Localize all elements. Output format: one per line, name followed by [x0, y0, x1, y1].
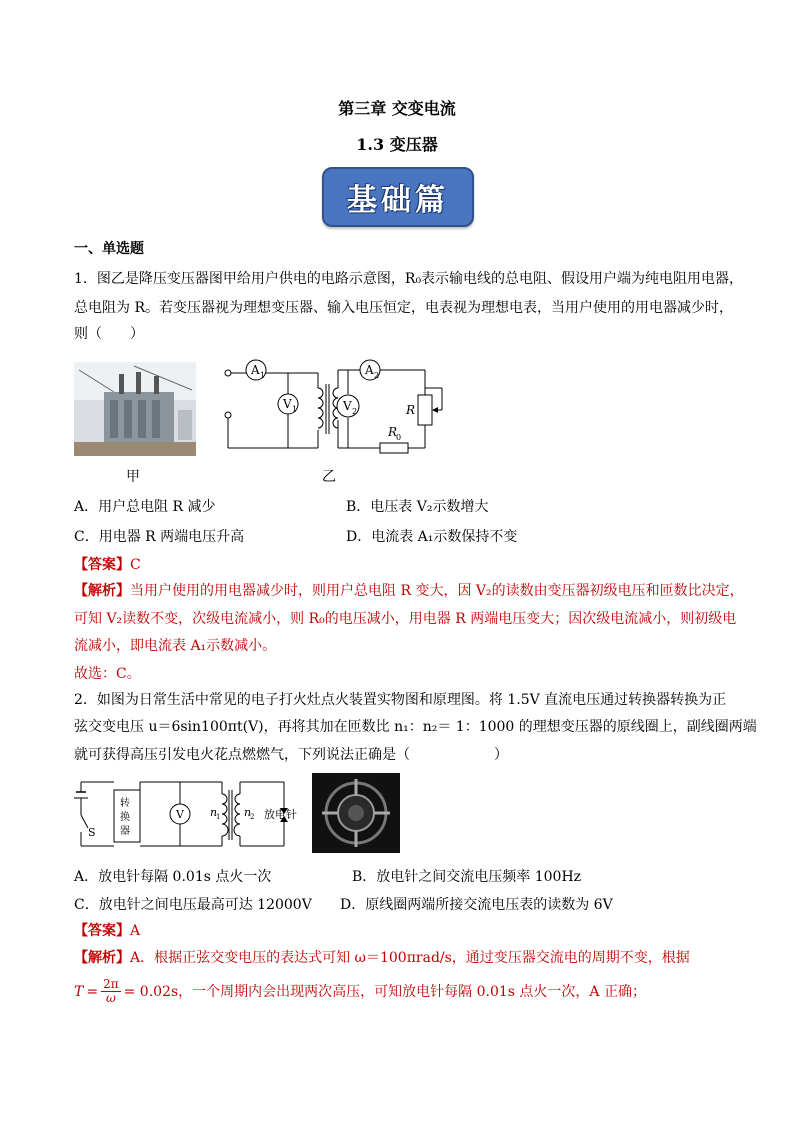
- igniter-circuit: [74, 780, 304, 850]
- svg-text:0: 0: [396, 433, 402, 442]
- level-badge: [322, 167, 474, 227]
- svg-text:V: V: [343, 399, 352, 413]
- section-heading: 一、单选题: [74, 241, 144, 257]
- section-title: 1.3 变压器: [356, 135, 438, 154]
- svg-text:1: 1: [292, 405, 298, 414]
- q1-option-d: D．电流表 A₁示数保持不变: [346, 529, 518, 545]
- transformer-photo: [74, 362, 196, 456]
- svg-text:R: R: [388, 425, 398, 439]
- svg-text:V: V: [176, 808, 184, 821]
- svg-text:n: n: [244, 806, 252, 819]
- q2-answer: [74, 921, 140, 941]
- figure-caption-a: 甲: [126, 469, 140, 485]
- svg-text:S: S: [88, 826, 96, 839]
- q2-option-c: C．放电针之间电压最高可达 12000V: [74, 897, 312, 913]
- q1-option-b: B．电压表 V₂示数增大: [346, 499, 489, 515]
- q2-option-d: D．原线圈两端所接交流电压表的读数为 6V: [340, 897, 613, 913]
- answer-value: A: [130, 923, 141, 939]
- transformer-circuit: [220, 350, 445, 455]
- svg-text:A: A: [365, 363, 374, 377]
- formula-lhs: T: [74, 983, 84, 1000]
- q1-analysis-line1: 【解析】当用户使用的用电器减少时，则用户总电阻 R 变大，因 V₂的读数由变压器初级电压和匝数比决定，: [74, 583, 744, 599]
- answer-tag: 【答案】: [74, 557, 130, 573]
- q1-option-a: A．用户总电阻 R 减少: [74, 499, 216, 515]
- svg-text:转: 转: [120, 798, 130, 809]
- svg-text:A: A: [251, 363, 260, 377]
- q2-stem-line2: 弦交变电压 u＝6sin100πt(V)，再将其加在匝数比 n₁：n₂＝ 1：1000 的理想变压器的原线圈上，副线圈两端: [74, 719, 757, 735]
- gas-burner-photo: [312, 773, 400, 853]
- q2-option-a: A．放电针每隔 0.01s 点火一次: [74, 869, 272, 885]
- answer-tag: 【答案】: [74, 923, 130, 939]
- q1-stem-line2: 总电阻为 R。若变压器视为理想变压器、输入电压恒定，电表视为理想电表，当用户使用的用电器减少时，: [74, 300, 733, 316]
- svg-text:2: 2: [374, 371, 380, 380]
- formula-rhs: = 0.02s: [123, 983, 179, 1000]
- svg-text:n: n: [210, 806, 218, 819]
- q2-analysis-line1: 【解析】A．根据正弦交变电压的表达式可知 ω＝100πrad/s，通过变压器交流电的周期不变，根据: [74, 950, 690, 966]
- svg-text:1: 1: [216, 813, 221, 821]
- q1-option-c: C．用电器 R 两端电压升高: [74, 529, 245, 545]
- q1-analysis-line2: 可知 V₂读数不变，次级电流减小，则 R₀的电压减小，用电器 R 两端电压变大；因次级电流减小，则初级电: [74, 611, 737, 627]
- analysis-tag: 【解析】: [74, 583, 130, 599]
- svg-text:V: V: [283, 397, 292, 411]
- formula-fraction: [101, 978, 121, 1005]
- svg-text:换: 换: [120, 812, 130, 823]
- formula-numerator: 2π: [103, 977, 119, 991]
- q2-analysis-line2: T = $\frac{2\pi}{\omega}$ = 0.02s ，一个周期内会出现两次高压，可知放电针每隔 0.01s 点火一次，A 正确；: [74, 977, 646, 1005]
- svg-text:器: 器: [120, 826, 130, 837]
- q1-stem-line3: 则（ ）: [74, 326, 144, 342]
- answer-value: C: [130, 557, 141, 573]
- svg-text:1: 1: [260, 371, 266, 380]
- q2-stem-line1: 2．如图为日常生活中常见的电子打火灶点火装置实物图和原理图。将 1.5V 直流电压通过转换器转换为正: [74, 692, 727, 708]
- q1-answer: [74, 555, 141, 575]
- q2-stem-line3: 就可获得高压引发电火花点燃燃气，下列说法正确是（ ）: [74, 747, 508, 763]
- svg-text:放电针: 放电针: [264, 808, 297, 821]
- level-badge-label: 基础篇: [347, 183, 449, 218]
- q1-conclusion: 故选：C。: [74, 666, 141, 682]
- q1-analysis-line3: 流减小，即电流表 A₁示数减小。: [74, 638, 277, 654]
- formula-denominator: ω: [105, 991, 116, 1005]
- analysis-tag: 【解析】: [74, 950, 130, 966]
- q2-option-b: B．放电针之间交流电压频率 100Hz: [352, 869, 582, 885]
- svg-text:2: 2: [250, 813, 255, 821]
- svg-text:R: R: [406, 403, 416, 417]
- figure-caption-b: 乙: [322, 469, 336, 485]
- svg-text:2: 2: [352, 407, 358, 416]
- q1-stem-line1: 1．图乙是降压变压器图甲给用户供电的电路示意图，R₀表示输电线的总电阻、假设用户端为纯电阻用电器，: [74, 271, 744, 287]
- chapter-title: 第三章 交变电流: [338, 99, 456, 118]
